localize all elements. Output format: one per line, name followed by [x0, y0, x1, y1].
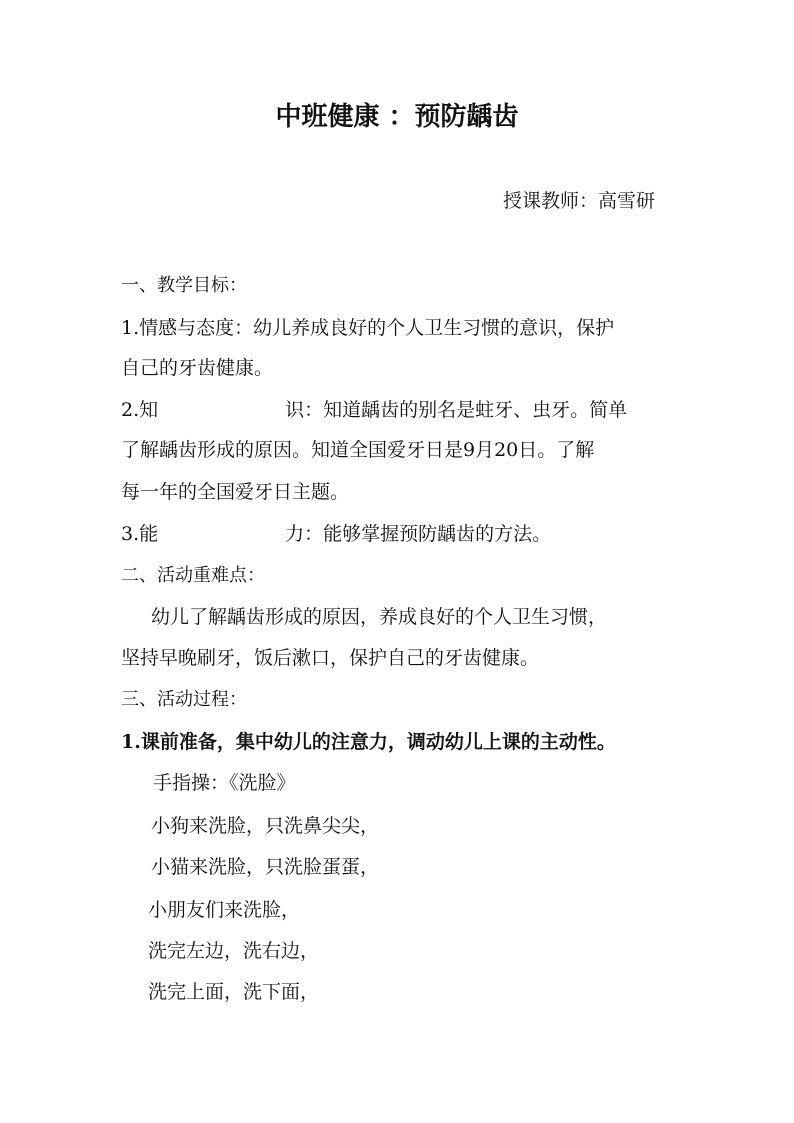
document-title: 中班健康 ：预防龋齿: [275, 102, 519, 132]
objective-1-line-2: 自己的牙齿健康。: [121, 357, 274, 379]
key-points-line-1: 幼儿了解龋齿形成的原因，养成良好的个人卫生习惯，: [151, 606, 608, 628]
verse-line: 小猫来洗脸，只洗脸蛋蛋，: [151, 856, 380, 878]
objective-2-line-2: 了解龋齿形成的原因。知道全国爱牙日是9月20日。了解: [121, 439, 595, 461]
verse-line: 小狗来洗脸，只洗鼻尖尖，: [151, 815, 380, 837]
key-points-line-2: 坚持早晚刷牙，饭后漱口，保护自己的牙齿健康。: [121, 647, 540, 669]
objective-2-text: 识：知道龋齿的别名是蛀牙、虫牙。简单: [285, 399, 628, 421]
objective-3-prefix: 3.能: [121, 523, 159, 545]
verse-line: 洗完左边，洗右边，: [148, 940, 320, 962]
objective-2-line-1: [121, 398, 627, 422]
objective-3-line-1: [121, 522, 551, 546]
verse-line: 洗完上面，洗下面，: [148, 981, 320, 1003]
objective-2-prefix: 2.知: [121, 399, 159, 421]
section3-heading: 三、活动过程：: [121, 689, 247, 710]
process-step-1: 1.课前准备，集中幼儿的注意力，调动幼儿上课的主动性。: [121, 731, 616, 753]
teacher-line: 授课教师：高雪研: [503, 190, 656, 212]
section1-heading: 一、教学目标：: [121, 275, 247, 296]
verse-line: 小朋友们来洗脸，: [148, 899, 301, 921]
objective-3-text: 力：能够掌握预防龋齿的方法。: [285, 523, 552, 545]
section2-heading: 二、活动重难点：: [121, 565, 265, 586]
finger-play-title: 手指操：《洗脸》: [153, 772, 296, 794]
objective-2-line-3: 每一年的全国爱牙日主题。: [121, 481, 350, 503]
objective-1-line-1: 1.情感与态度：幼儿养成良好的个人卫生习惯的意识，保护: [121, 317, 615, 339]
